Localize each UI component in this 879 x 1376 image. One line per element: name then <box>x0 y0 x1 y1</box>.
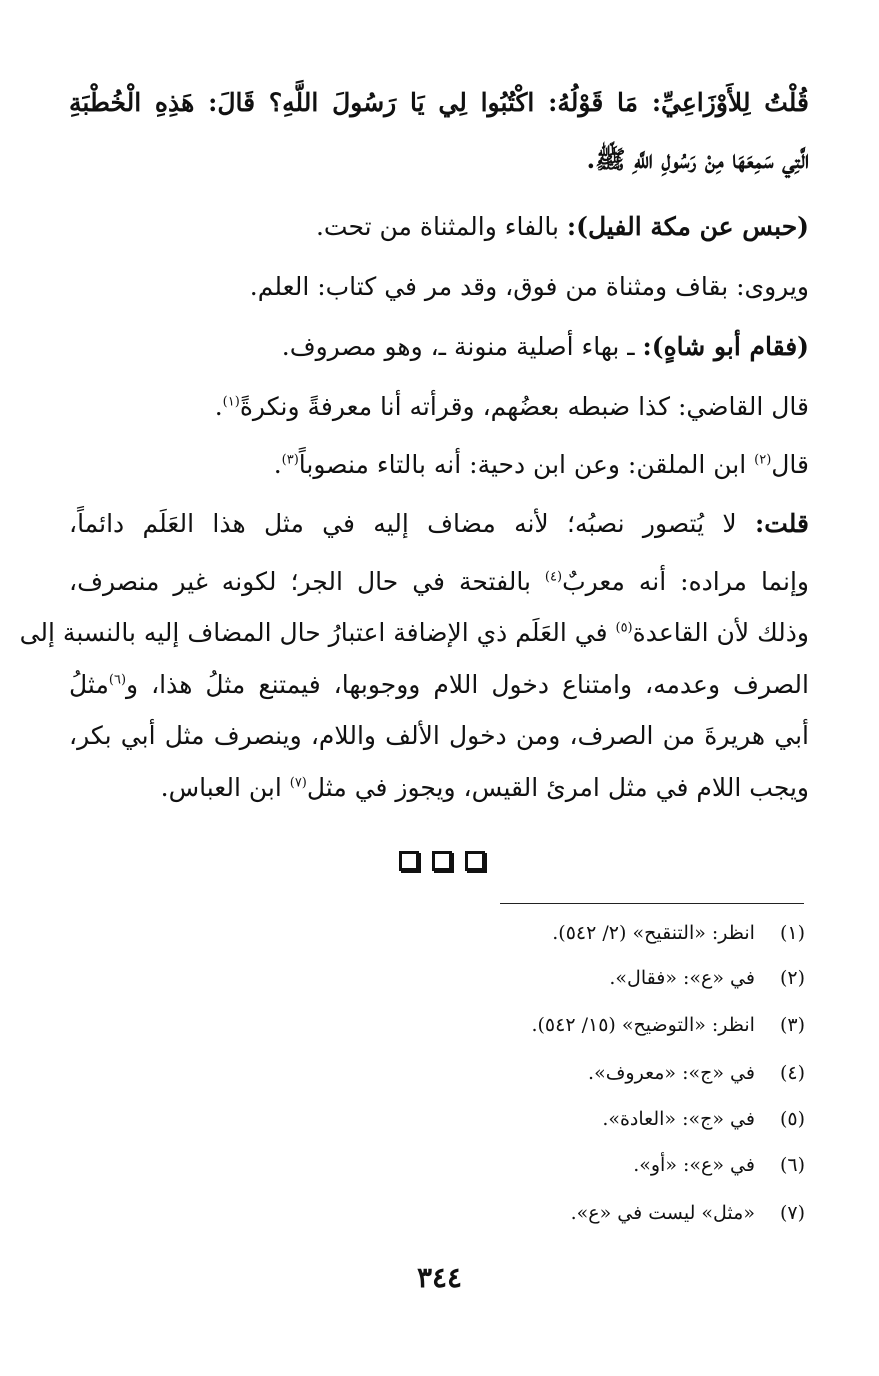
commentary-line-mulaqqin: قال$^{(٢)}$ ابن الملقن: وعن ابن دحية: أنه بالتاء منصوباً$^{(٣)}$. <box>273 450 809 479</box>
footnote-text: في «ع»: «أو». <box>633 1154 755 1176</box>
hadith-line-2: الَّتِي سَمِعَهَا مِنْ رَسُولِ اللَّهِ ﷺ. <box>586 145 809 174</box>
footnote-number: (٧) <box>779 1202 805 1224</box>
footnote-number: (٦) <box>779 1154 805 1176</box>
footnote <box>588 1060 805 1086</box>
commentary-line-qadi: قال القاضي: كذا ضبطه بعضُهم، وقرأته أنا معرفةً ونكرةً$^{(١)}$. <box>214 392 809 421</box>
commentary-line: ويجب اللام في مثل امرئ القيس، ويجوز في مثل$^{(٧)}$ ابن العباس. <box>160 773 809 802</box>
hadith-line-1: قُلْتُ لِلأَوْزَاعِيِّ: مَا قَوْلُهُ: اكْتُبُوا لِي يَا رَسُولَ اللَّهِ؟ قَالَ: هَذِهِ الْخُطْبَةِ <box>69 88 809 117</box>
section-separator <box>399 851 485 871</box>
commentary-line-yurwa: ويروى: بقاف ومثناة من فوق، وقد مر في كتاب: العلم. <box>249 272 809 301</box>
commentary: بالفاء والمثناة من تحت. <box>315 212 567 241</box>
footnote-ref: (١) <box>222 394 240 410</box>
footnote-number: (٥) <box>779 1108 805 1130</box>
lemma: (فقام أبو شاهٍ): <box>642 332 809 361</box>
commentary-line: أبي هريرةَ من الصرف، ومن دخول الألف واللام، وينصرف مثل أبي بكر، <box>69 721 809 750</box>
footnote-ref: (٢) <box>754 452 772 468</box>
commentary-line-abu-shah <box>69 332 809 362</box>
square-ornament-icon <box>465 851 485 871</box>
footnote <box>633 1152 805 1178</box>
footnote-ref: (٥) <box>615 620 633 636</box>
footnote-text: في «ج»: «معروف». <box>588 1062 755 1084</box>
commentary-line: وذلك لأن القاعدة$^{(٥)}$ في العَلَم ذي الإضافة اعتبارُ حال المضاف إليه بالنسبة إلى <box>19 618 809 647</box>
footnote-ref: (٤) <box>544 569 563 585</box>
footnote-number: (٣) <box>779 1014 805 1036</box>
footnote <box>602 1106 805 1132</box>
footnote <box>552 920 805 946</box>
page-number: ٣٤٤ <box>416 1261 463 1294</box>
footnote-ref: (٧) <box>289 775 307 791</box>
commentary-line: وإنما مراده: أنه معربٌ$^{(٤)}$ بالفتحة في حال الجر؛ لكونه غير منصرف، <box>69 567 809 596</box>
commentary-line-qultu: قلت: لا يُتصور نصبُه؛ لأنه مضاف إليه في مثل هذا العَلَم دائماً، <box>69 509 809 538</box>
footnote-text: في «ع»: «فقال». <box>609 967 755 989</box>
footnote-number: (٢) <box>779 967 805 989</box>
footnote-number: (١) <box>779 922 805 944</box>
footnote-text: انظر: «التوضيح» (١٥/ ٥٤٢). <box>531 1014 755 1036</box>
commentary-line: الصرف وعدمه، وامتناع دخول اللام ووجوبها، فيمتنع مثلُ هذا، و$^{(٦)}$مثلُ <box>69 670 809 699</box>
footnote-number: (٤) <box>779 1062 805 1084</box>
footnote-ref: (٣) <box>281 452 299 468</box>
footnote <box>571 1200 805 1226</box>
footnote <box>609 965 805 991</box>
footnote-text: انظر: «التنقيح» (٢/ ٥٤٢). <box>552 922 755 944</box>
footnote <box>531 1012 805 1038</box>
square-ornament-icon <box>399 851 419 871</box>
commentary: ـ بهاء أصلية منونة ـ، وهو مصروف. <box>281 332 643 361</box>
lemma: (حبس عن مكة الفيل): <box>566 212 809 241</box>
footnote-ref: (٦) <box>108 672 127 688</box>
square-ornament-icon <box>432 851 452 871</box>
lemma: قلت: <box>754 509 809 538</box>
footnote-divider <box>500 903 804 904</box>
footnote-text: في «ج»: «العادة». <box>602 1108 755 1130</box>
footnote-text: «مثل» ليست في «ع». <box>570 1202 755 1224</box>
commentary-line-fil <box>69 212 809 242</box>
